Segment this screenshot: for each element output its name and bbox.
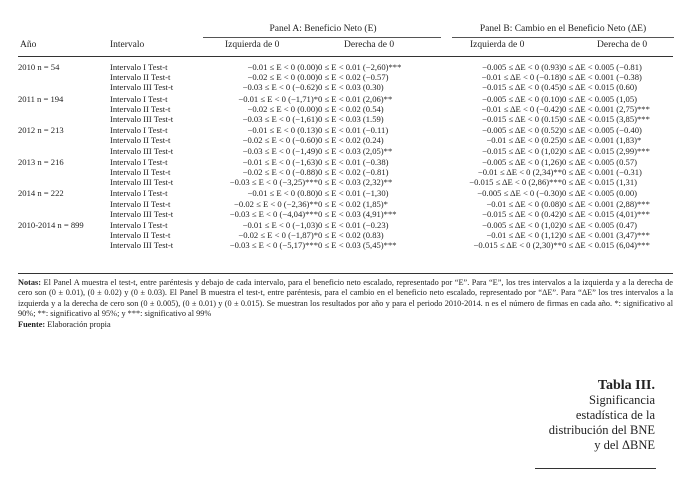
panel-b-underline	[452, 37, 674, 38]
panel-b-right-cell: 0 ≤ ΔE < 0.015 (1,31)	[562, 177, 638, 188]
year-cell: 2010-2014 n = 899	[18, 220, 84, 231]
panel-a-left-cell: −0.01 ≤ E < 0 (−1,03)	[242, 220, 318, 231]
panel-b-right-cell: 0 ≤ ΔE < 0.001 (3,47)***	[562, 230, 650, 241]
year-cell	[18, 135, 110, 145]
panel-a-right-cell: 0 ≤ E < 0.02 (1,85)*	[318, 198, 388, 209]
panel-a-right-cell: 0 ≤ E < 0.01 (−0.38)	[318, 156, 389, 167]
table-row	[18, 135, 673, 145]
panel-a-right-cell: 0 ≤ E < 0.02 (−0.81)	[318, 167, 389, 178]
panel-b-right-cell: 0 ≤ ΔE < 0.005 (0.47)	[562, 220, 638, 231]
interval-cell: Intervalo I Test-t	[110, 125, 168, 136]
panel-a-right-cell: 0 ≤ E < 0.03 (0.30)	[318, 82, 384, 93]
table-row	[18, 124, 673, 135]
year-cell: 2014 n = 222	[18, 188, 64, 199]
panel-b-right-cell: 0 ≤ ΔE < 0.005 (0.57)	[562, 156, 638, 167]
panel-a-right-cell: 0 ≤ E < 0.02 (−0.57)	[318, 72, 389, 83]
panel-a-right-cell: 0 ≤ E < 0.03 (1.59)	[318, 114, 384, 125]
column-header-a-right: Derecha de 0	[344, 40, 395, 50]
table-row	[18, 219, 673, 230]
table-row	[18, 82, 673, 92]
panel-a-left-cell: −0.02 ≤ E < 0 (−1,87)*	[238, 230, 318, 241]
panel-a-left-cell: −0.03 ≤ E < 0 (−0.62)	[242, 82, 318, 93]
interval-cell: Intervalo III Test-t	[110, 208, 174, 219]
panel-a-left-cell: −0.02 ≤ E < 0 (0.00)	[247, 103, 318, 114]
column-header-a-left: Izquierda de 0	[225, 40, 280, 50]
panel-b-right-cell: 0 ≤ ΔE < 0.001 (1,83)*	[562, 135, 642, 146]
caption-number: Tabla III.	[597, 378, 655, 393]
panel-b-right-cell: 0 ≤ ΔE < 0.001 (−0.38)	[562, 72, 642, 83]
column-header-b-right: Derecha de 0	[597, 40, 648, 50]
panel-b-left-cell: −0.005 ≤ ΔE < 0 (1,26)	[482, 156, 562, 167]
interval-cell: Intervalo III Test-t	[110, 114, 174, 125]
panel-b-right-cell: 0 ≤ ΔE < 0.001 (2,88)***	[562, 198, 650, 209]
panel-b-left-cell: −0.005 ≤ ΔE < 0 (0.52)	[482, 125, 562, 136]
panel-a-header: Panel A: Beneficio Neto (E)	[269, 24, 377, 34]
panel-a-left-cell: −0.01 ≤ E < 0 (−1,71)*	[238, 93, 318, 104]
caption-line-4: y del ΔBNE	[594, 438, 655, 452]
column-header-b-left: Izquierda de 0	[470, 40, 525, 50]
panel-b-left-cell: −0.01 ≤ ΔE < 0 (0.08)	[486, 198, 562, 209]
table-row	[18, 156, 673, 167]
year-cell	[18, 104, 110, 114]
interval-cell: Intervalo III Test-t	[110, 82, 174, 93]
panel-a-right-cell: 0 ≤ E < 0.01 (2,06)**	[318, 93, 393, 104]
panel-a-right-cell: 0 ≤ E < 0.02 (0.83)	[318, 230, 384, 241]
panel-b-left-cell: −0.015 ≤ ΔE < 0 (0.45)	[482, 82, 562, 93]
interval-cell: Intervalo II Test-t	[110, 167, 171, 178]
panel-a-left-cell: −0.03 ≤ E < 0 (−1,61)	[242, 114, 318, 125]
panel-b-left-cell: −0.005 ≤ ΔE < 0 (1,02)	[482, 220, 562, 231]
panel-a-underline	[203, 37, 441, 38]
table-row	[18, 177, 673, 187]
table-row	[18, 209, 673, 219]
panel-b-right-cell: 0 ≤ ΔE < 0.005 (−0.81)	[562, 62, 642, 72]
panel-b-left-cell: −0.015 ≤ ΔE < 0 (2,86)***	[469, 177, 562, 188]
caption-rule	[535, 468, 656, 469]
interval-cell: Intervalo II Test-t	[110, 198, 171, 209]
panel-a-right-cell: 0 ≤ E < 0.01 (−0.23)	[318, 220, 389, 231]
column-header-year: Año	[20, 40, 37, 50]
panel-b-left-cell: −0.015 ≤ ΔE < 0 (0.15)	[482, 114, 562, 125]
year-cell: 2010 n = 54	[18, 62, 60, 72]
table-row	[18, 199, 673, 209]
table-row	[18, 104, 673, 114]
panel-b-right-cell: 0 ≤ ΔE < 0.005 (−0.40)	[562, 125, 642, 136]
results-table	[18, 61, 673, 251]
interval-cell: Intervalo II Test-t	[110, 72, 171, 83]
panel-a-right-cell: 0 ≤ E < 0.01 (−1,30)	[318, 188, 389, 199]
panel-a-left-cell: −0.03 ≤ E < 0 (−5,17)***	[229, 240, 318, 251]
panel-a-right-cell: 0 ≤ E < 0.03 (4,91)***	[318, 208, 397, 219]
interval-cell: Intervalo III Test-t	[110, 177, 174, 188]
year-cell	[18, 82, 110, 92]
panel-a-right-cell: 0 ≤ E < 0.01 (−0.11)	[318, 125, 389, 136]
panel-a-left-cell: −0.01 ≤ E < 0 (−1,63)	[242, 156, 318, 167]
panel-a-right-cell: 0 ≤ E < 0.01 (−2,60)***	[318, 62, 402, 72]
table-row	[18, 167, 673, 177]
caption-line-2: estadística de la	[575, 408, 655, 422]
year-cell	[18, 209, 110, 219]
year-cell	[18, 167, 110, 177]
panel-b-right-cell: 0 ≤ ΔE < 0.015 (2,99)***	[562, 145, 650, 156]
panel-b-right-cell: 0 ≤ ΔE < 0.015 (4,01)***	[562, 208, 650, 219]
panel-b-left-cell: −0.005 ≤ ΔE < 0 (0.10)	[482, 93, 562, 104]
interval-cell: Intervalo III Test-t	[110, 240, 174, 251]
year-cell	[18, 177, 110, 187]
panel-b-left-cell: −0.01 ≤ ΔE < 0 (−0.18)	[481, 72, 562, 83]
panel-b-left-cell: −0.01 ≤ ΔE < 0 (0.25)	[486, 135, 562, 146]
header-bottom-rule	[18, 56, 673, 57]
panel-b-left-cell: −0.01 ≤ ΔE < 0 (1,12)	[486, 230, 562, 241]
table-notes	[18, 278, 673, 330]
panel-a-right-cell: 0 ≤ E < 0.02 (0.24)	[318, 135, 384, 146]
panel-a-left-cell: −0.02 ≤ E < 0 (−2,36)**	[234, 198, 318, 209]
year-cell	[18, 146, 110, 156]
panel-a-left-cell: −0.02 ≤ E < 0 (−0.88)	[242, 167, 318, 178]
interval-cell: Intervalo I Test-t	[110, 220, 168, 231]
panel-a-left-cell: −0.03 ≤ E < 0 (−3,25)***	[229, 177, 318, 188]
panel-b-left-cell: −0.005 ≤ ΔE < 0 (0.93)	[482, 62, 562, 72]
table-bottom-rule	[18, 273, 673, 274]
year-cell	[18, 114, 110, 124]
table-row	[18, 114, 673, 124]
panel-a-right-cell: 0 ≤ E < 0.03 (2,32)**	[318, 177, 393, 188]
panel-b-right-cell: 0 ≤ ΔE < 0.001 (2,75)***	[562, 103, 650, 114]
panel-b-left-cell: −0.01 ≤ ΔE < 0 (−0.42)	[481, 103, 562, 114]
panel-b-right-cell: 0 ≤ ΔE < 0.005 (0.00)	[562, 188, 638, 199]
year-cell	[18, 230, 110, 240]
year-cell	[18, 240, 110, 250]
source-text: Elaboración propia	[47, 319, 111, 329]
interval-cell: Intervalo I Test-t	[110, 62, 168, 72]
notes-text: El Panel A muestra el test-t, entre paréntesis y debajo de cada intervalo, para el beneficio neto escalado, representado por “E”. Para “E”, los tres intervalos a la izquierda y a la derecha de cero son (0 ± 0.01), (0 ± 0.02) y (0 ± 0.03). El Panel B muestra el test-t, entre paréntesis, para el cambio en el beneficio neto escalado, representado por “ΔE”. Para “ΔE” los tres intervalos a la izquierda y a la derecha de cero son (0 ± 0.005), (0 ± 0.01) y (0 ± 0.015). Se muestran los resultados por año y para el periodo 2010-2014. n es el número de firmas en cada año. *: significativo al 90%; **: significativo al 95%; y ***: significativo al 99%	[18, 278, 673, 319]
panel-b-right-cell: 0 ≤ ΔE < 0.001 (−0.31)	[562, 167, 642, 178]
year-cell	[18, 72, 110, 82]
panel-a-left-cell: −0.03 ≤ E < 0 (−4,04)***	[229, 208, 318, 219]
table-caption	[485, 378, 655, 453]
table-row	[18, 61, 673, 72]
panel-a-left-cell: −0.03 ≤ E < 0 (−1,49)	[242, 145, 318, 156]
year-cell	[18, 199, 110, 209]
table-row	[18, 187, 673, 198]
panel-b-left-cell: −0.015 ≤ ΔE < 0 (1,02)	[482, 145, 562, 156]
panel-b-header: Panel B: Cambio en el Beneficio Neto (ΔE)	[479, 24, 647, 34]
table-row	[18, 72, 673, 82]
interval-cell: Intervalo I Test-t	[110, 156, 168, 167]
interval-cell: Intervalo II Test-t	[110, 230, 171, 241]
panel-b-left-cell: −0.01 ≤ ΔE < 0 (2,34)**	[477, 167, 562, 178]
interval-cell: Intervalo I Test-t	[110, 188, 168, 199]
panel-a-right-cell: 0 ≤ E < 0.03 (5,45)***	[318, 240, 397, 251]
table-row	[18, 230, 673, 240]
panel-a-left-cell: −0.01 ≤ E < 0 (0.13)	[247, 125, 318, 136]
year-cell: 2013 n = 216	[18, 156, 64, 167]
table-row	[18, 240, 673, 250]
interval-cell: Intervalo II Test-t	[110, 103, 171, 114]
column-header-interval: Intervalo	[110, 40, 145, 50]
interval-cell: Intervalo II Test-t	[110, 135, 171, 146]
table-row	[18, 93, 673, 104]
panel-b-right-cell: 0 ≤ ΔE < 0.015 (3,85)***	[562, 114, 650, 125]
panel-b-right-cell: 0 ≤ ΔE < 0.015 (6,04)***	[562, 240, 650, 251]
notes-label: Notas:	[18, 278, 42, 287]
source-label: Fuente:	[18, 319, 46, 329]
panel-a-left-cell: −0.01 ≤ E < 0 (0.80)	[247, 188, 318, 199]
panel-b-left-cell: −0.005 ≤ ΔE < 0 (−0.30)	[477, 188, 562, 199]
panel-a-left-cell: −0.02 ≤ E < 0 (−0.60)	[242, 135, 318, 146]
interval-cell: Intervalo III Test-t	[110, 145, 174, 156]
interval-cell: Intervalo I Test-t	[110, 93, 168, 104]
panel-b-right-cell: 0 ≤ ΔE < 0.015 (0.60)	[562, 82, 638, 93]
panel-b-left-cell: −0.015 ≤ ΔE < 0 (0.42)	[482, 208, 562, 219]
panel-b-left-cell: −0.015 ≤ ΔE < 0 (2,30)**	[473, 240, 562, 251]
panel-a-left-cell: −0.01 ≤ E < 0 (0.00)	[247, 62, 318, 72]
year-cell: 2011 n = 194	[18, 93, 64, 104]
caption-line-1: Significancia	[589, 393, 655, 407]
year-cell: 2012 n = 213	[18, 125, 64, 136]
caption-line-3: distribución del BNE	[548, 423, 655, 437]
table-row	[18, 146, 673, 156]
panel-a-right-cell: 0 ≤ E < 0.03 (2,05)**	[318, 145, 393, 156]
panel-a-left-cell: −0.02 ≤ E < 0 (0.00)	[247, 72, 318, 83]
panel-b-right-cell: 0 ≤ ΔE < 0.005 (1,05)	[562, 93, 638, 104]
panel-a-right-cell: 0 ≤ E < 0.02 (0.54)	[318, 103, 384, 114]
